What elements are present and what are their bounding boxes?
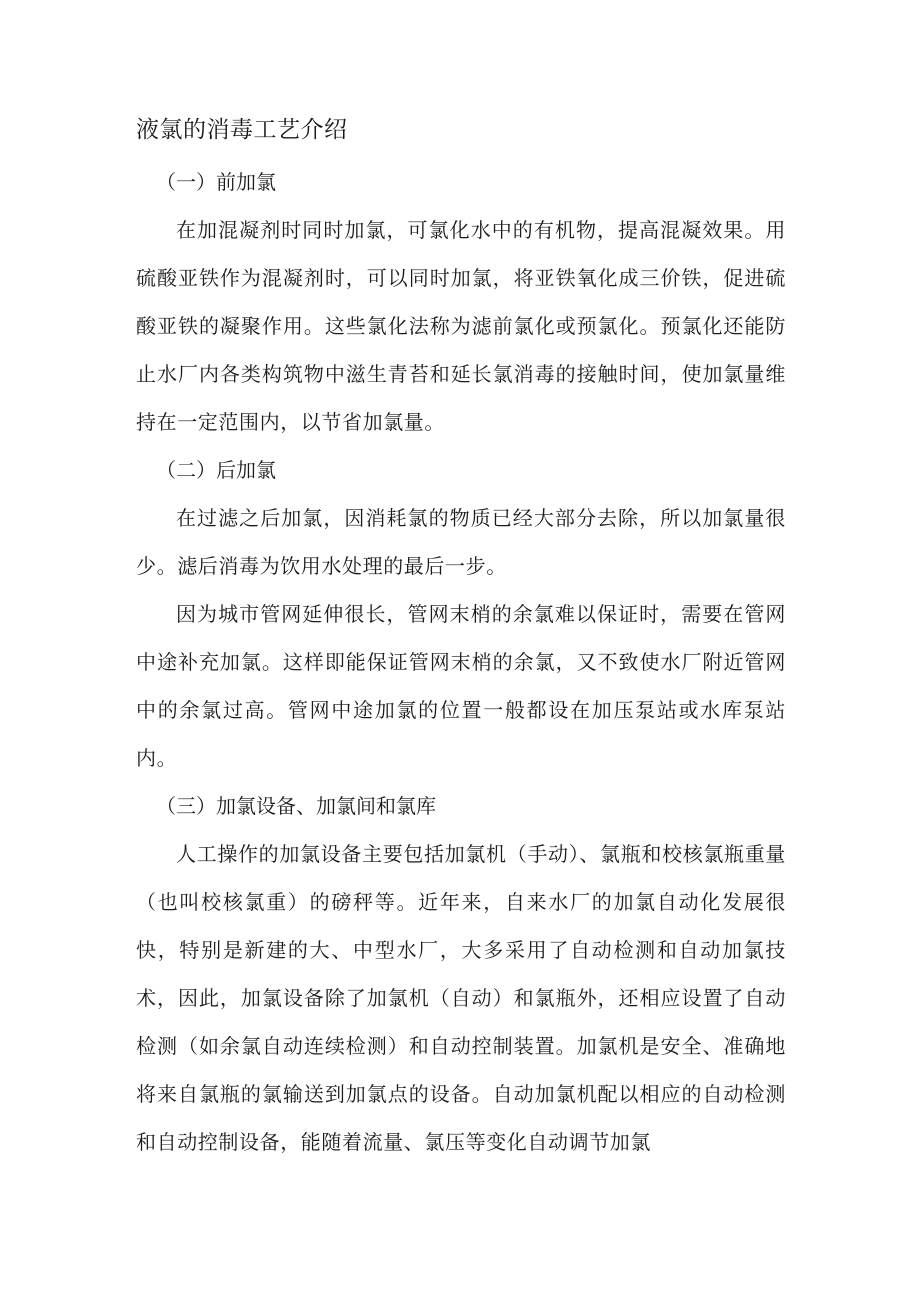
- paragraph-post-chlorination: 在过滤之后加氯，因消耗氯的物质已经大部分去除，所以加氯量很少。滤后消毒为饮用水处理的最后一步。: [136, 506, 786, 578]
- paragraph-equipment: 人工操作的加氯设备主要包括加氯机（手动）、氯瓶和校核氯瓶重量（也叫校核氯重）的磅秤等。近年来，自来水厂的加氯自动化发展很快，特别是新建的大、中型水厂，大多采用了自动检测和自动加氯技术，因此，加氯设备除了加氯机（自动）和氯瓶外，还相应设置了自动检测（如余氯自动连续检测）和自动控制装置。加氯机是安全、准确地将来自氯瓶的氯输送到加氯点的设备。自动加氯机配以相应的自动检测和自动控制设备，能随着流量、氯压等变化自动调节加氯: [136, 842, 786, 1154]
- document-page: [136, 110, 786, 1166]
- section-heading-post-chlorination: （二）后加氯: [156, 458, 276, 482]
- document-title: 液氯的消毒工艺介绍: [136, 117, 348, 143]
- section-heading-pre-chlorination: （一）前加氯: [156, 170, 276, 194]
- section-heading-equipment: （三）加氯设备、加氯间和氯库: [156, 794, 436, 818]
- paragraph-pre-chlorination: 在加混凝剂时同时加氯，可氯化水中的有机物，提高混凝效果。用硫酸亚铁作为混凝剂时，可以同时加氯，将亚铁氧化成三价铁，促进硫酸亚铁的凝聚作用。这些氯化法称为滤前氯化或预氯化。预氯化还能防止水厂内各类构筑物中滋生青苔和延长氯消毒的接触时间，使加氯量维持在一定范围内，以节省加氯量。: [136, 218, 786, 434]
- paragraph-network-chlorination: 因为城市管网延伸很长，管网末梢的余氯难以保证时，需要在管网中途补充加氯。这样即能保证管网末梢的余氯，又不致使水厂附近管网中的余氯过高。管网中途加氯的位置一般都设在加压泵站或水库泵站内。: [136, 602, 786, 770]
